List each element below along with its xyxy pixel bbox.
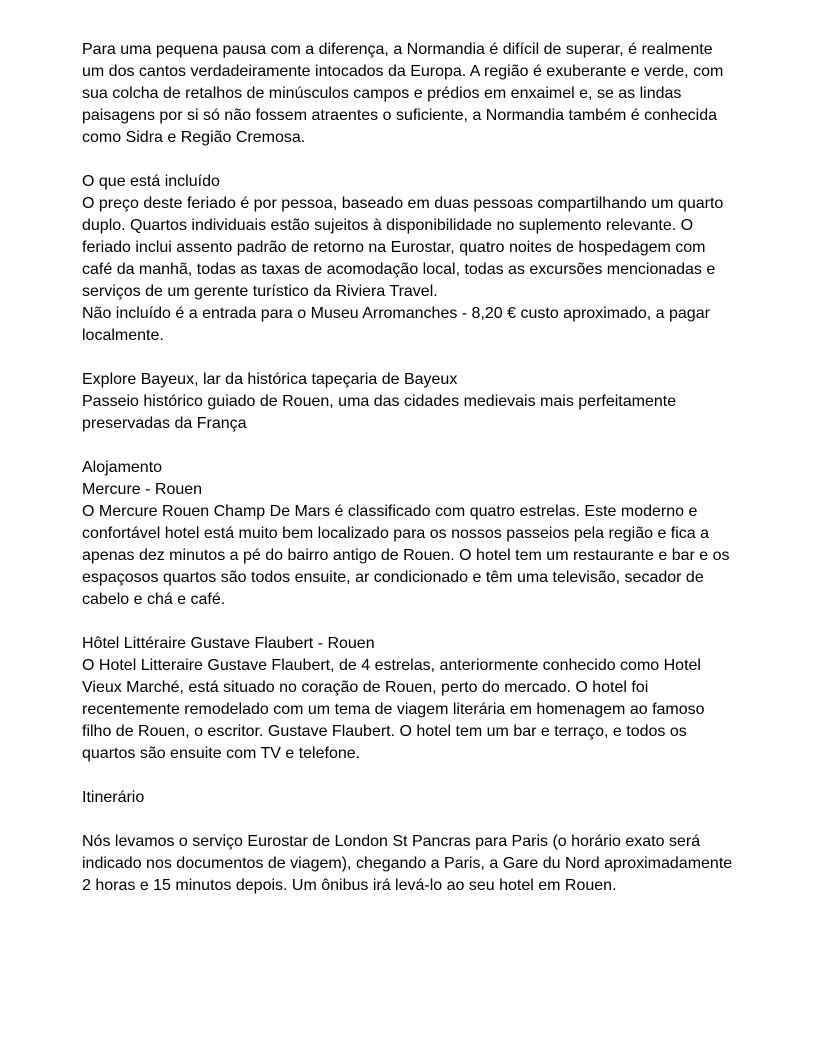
- paragraph-gap: [82, 809, 738, 831]
- itinerary-day1: Nós levamos o serviço Eurostar de London St Pancras para Paris (o horário exato será indicado nos documentos de viagem), chegando a Paris, a Gare du Nord aproximadamente 2 horas e 15 minutos depois. Um ônibus irá levá-lo ao seu hotel em Rouen.: [82, 833, 733, 894]
- hotel2-description: O Hotel Litteraire Gustave Flaubert, de 4 estrelas, anteriormente conhecido como Hotel Vieux Marché, está situado no coração de Rouen, perto do mercado. O hotel foi recentemente remodelado com um tema de viagem literária em homenagem ao famoso filho de Rouen, o escritor. Gustave Flaubert. O hotel tem um bar e terraço, e todos os quartos são ensuite com TV e telefone.: [82, 657, 705, 762]
- document-page: [82, 39, 738, 897]
- intro-paragraph: Para uma pequena pausa com a diferença, a Normandia é difícil de superar, é realmente um dos cantos verdadeiramente intocados da Europa. A região é exuberante e verde, com sua colcha de retalhos de minúsculos campos e prédios em enxaimel e, se as lindas paisagens por si só não fossem atraentes o suficiente, a Normandia também é conhecida como Sidra e Região Cremosa.: [82, 41, 724, 146]
- paragraph-gap: [82, 347, 738, 369]
- paragraph-gap: [82, 435, 738, 457]
- highlight-rouen-tour: Passeio histórico guiado de Rouen, uma das cidades medievais mais perfeitamente preservadas da França: [82, 393, 677, 432]
- paragraph-gap: [82, 765, 738, 787]
- highlight-bayeux: Explore Bayeux, lar da histórica tapeçaria de Bayeux: [82, 371, 458, 388]
- itinerary-heading: Itinerário: [82, 789, 145, 806]
- included-heading: O que está incluído: [82, 173, 220, 190]
- not-included-paragraph: Não incluído é a entrada para o Museu Arromanches - 8,20 € custo aproximado, a pagar localmente.: [82, 305, 710, 344]
- accommodation-heading: Alojamento: [82, 459, 163, 476]
- paragraph-gap: [82, 149, 738, 171]
- hotel1-name: Mercure - Rouen: [82, 481, 203, 498]
- included-paragraph: O preço deste feriado é por pessoa, baseado em duas pessoas compartilhando um quarto duplo. Quartos individuais estão sujeitos à disponibilidade no suplemento relevante. O feriado inclui assento padrão de retorno na Eurostar, quatro noites de hospedagem com café da manhã, todas as taxas de acomodação local, todas as excursões mencionadas e serviços de um gerente turístico da Riviera Travel.: [82, 195, 724, 300]
- hotel1-description: O Mercure Rouen Champ De Mars é classificado com quatro estrelas. Este moderno e confortável hotel está muito bem localizado para os nossos passeios pela região e fica a apenas dez minutos a pé do bairro antigo de Rouen. O hotel tem um restaurante e bar e os espaçosos quartos são todos ensuite, ar condicionado e têm uma televisão, secador de cabelo e chá e café.: [82, 503, 730, 608]
- hotel2-name: Hôtel Littéraire Gustave Flaubert - Rouen: [82, 635, 375, 652]
- paragraph-gap: [82, 611, 738, 633]
